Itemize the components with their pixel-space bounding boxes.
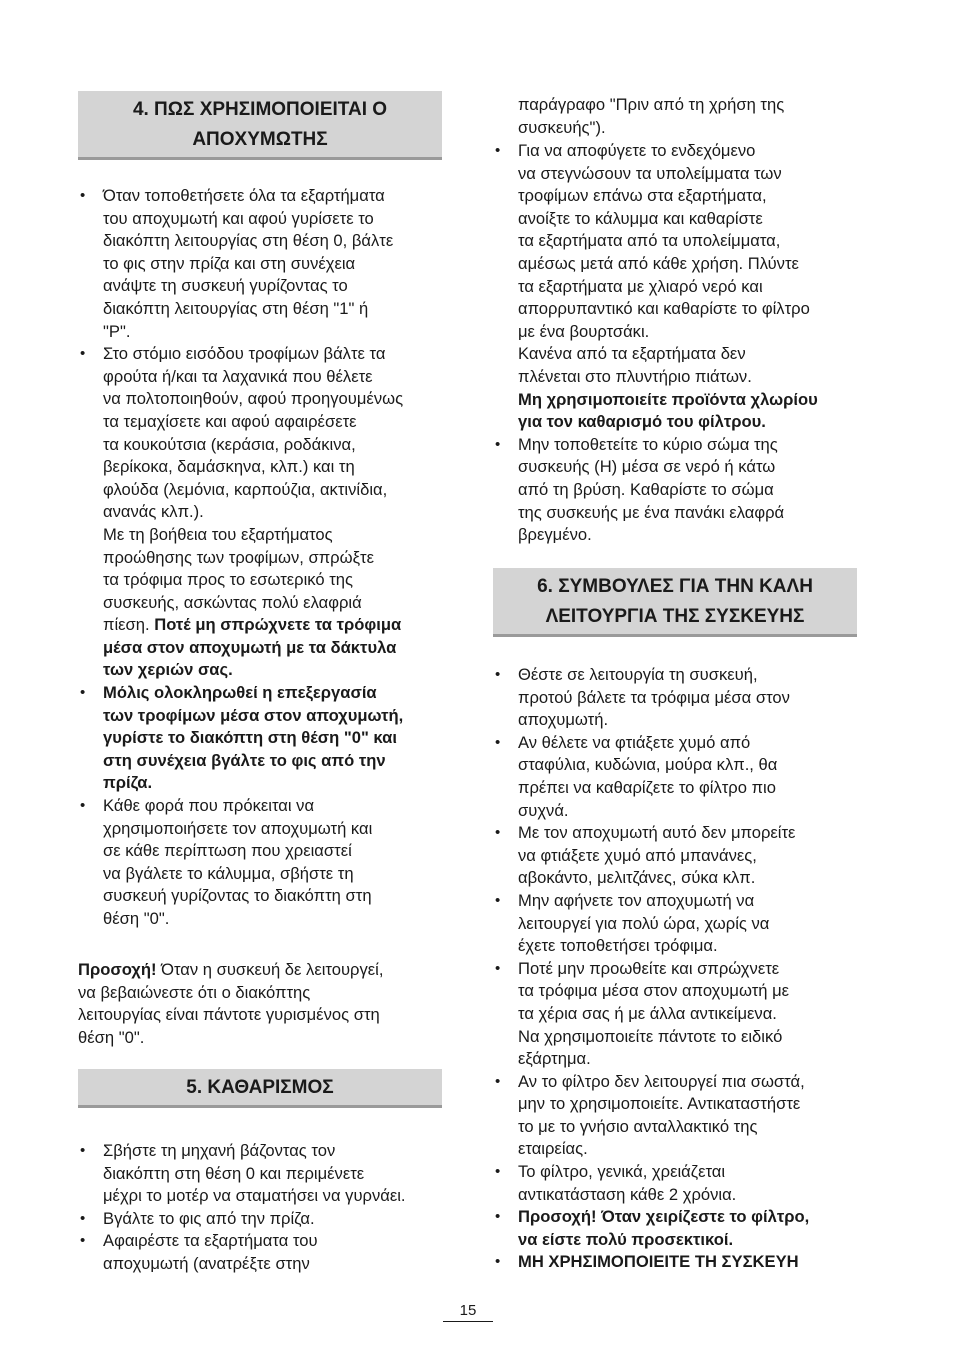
section-6-body (493, 664, 857, 1274)
bold-text: Μη χρησιμοποιείτε προϊόντα χλωρίου (518, 389, 818, 409)
text-line (518, 1071, 857, 1094)
heading-line: 6. ΣΥΜΒΟΥΛΕΣ ΓΙΑ ΤΗΝ ΚΑΛΗ (537, 576, 813, 597)
text-line (518, 1161, 857, 1184)
text-line (518, 935, 857, 958)
plain-text: Το φίλτρο, γενικά, χρειάζεται (518, 1162, 726, 1182)
text-line (518, 867, 857, 890)
text-line (518, 890, 857, 913)
plain-text: Να χρησιμοποιείτε πάντοτε το ειδικό (518, 1026, 783, 1046)
plain-text: του αποχυμωτή και αφού γυρίσετε το (103, 208, 374, 228)
list-item (493, 1071, 857, 1161)
section-5-body-continued (493, 140, 857, 547)
text-line (518, 980, 857, 1003)
text-line (518, 777, 857, 800)
plain-text: αβοκάντο, μελιτζάνες, σύκα κλπ. (518, 868, 756, 888)
plain-text: Κάθε φορά που πρόκειται να (103, 796, 315, 816)
plain-text: μέχρι το μοτέρ να σταματήσει να γυρνάει. (103, 1186, 406, 1206)
text-line (518, 140, 857, 163)
text-line (518, 163, 857, 186)
text-line (103, 479, 442, 502)
text-line (78, 1027, 442, 1050)
text-line (103, 569, 442, 592)
text-line (103, 434, 442, 457)
text-line (103, 524, 442, 547)
text-line (103, 705, 442, 728)
plain-text: τα εξαρτήματα με χλιαρό νερό και (518, 276, 763, 296)
plain-text: συσκευής, ασκώντας πολύ ελαφριά (103, 592, 362, 612)
page-number: 15 (443, 1301, 493, 1322)
text-line (103, 614, 442, 637)
text-line (103, 885, 442, 908)
list-item (493, 732, 857, 822)
text-line (103, 840, 442, 863)
bold-text: Ποτέ μη σπρώχνετε τα τρόφιμα (154, 615, 402, 635)
text-line (518, 1184, 857, 1207)
heading-line: ΛΕΙΤΟΥΡΓΙΑ ΤΗΣ ΣΥΣΚΕΥΗΣ (545, 606, 805, 627)
text-line (103, 1253, 442, 1276)
list-item (78, 1208, 442, 1231)
plain-text: διακόπτη στη θέση 0 και περιμένετε (103, 1163, 365, 1183)
list-item (493, 822, 857, 890)
list-item (493, 890, 857, 958)
plain-text: τα τεμαχίσετε και αφού αφαιρέσετε (103, 411, 357, 431)
plain-text: αποχυμωτή (ανατρέξτε στην (103, 1253, 310, 1273)
bold-text: για τον καθαρισμό του φίλτρου. (518, 412, 766, 432)
section-4-heading (78, 91, 442, 160)
plain-text: ανοίξτε το κάλυμμα και καθαρίστε (518, 208, 763, 228)
text-line (103, 1208, 442, 1231)
text-line (103, 908, 442, 931)
plain-text: να στεγνώσουν τα υπολείμματα των (518, 163, 782, 183)
plain-text: να φτιάξετε χυμό από μπανάνες, (518, 845, 757, 865)
plain-text: να βεβαιώνεστε ότι ο διακόπτης (78, 982, 311, 1002)
section-5-body (78, 1140, 442, 1276)
text-line (518, 1206, 857, 1229)
text-line (518, 732, 857, 755)
text-line (518, 754, 857, 777)
plain-text: συχνά. (518, 800, 569, 820)
plain-text: πλένεται στο πλυντήριο πιάτων. (518, 366, 752, 386)
text-line (518, 366, 857, 389)
plain-text: από τη βρύση. Καθαρίστε το σώμα (518, 479, 774, 499)
text-line (518, 208, 857, 231)
text-line (518, 456, 857, 479)
plain-text: τα τρόφιμα μέσα στον αποχυμωτή με (518, 981, 790, 1001)
list-item (78, 1230, 442, 1275)
list-item (493, 958, 857, 1071)
text-line (518, 1116, 857, 1139)
text-line (103, 818, 442, 841)
plain-text: τα εξαρτήματα από τα υπολείμματα, (518, 231, 781, 251)
text-line (103, 727, 442, 750)
text-line (103, 185, 442, 208)
list-item (78, 343, 442, 682)
text-line (103, 637, 442, 660)
plain-text: αντικατάσταση κάθε 2 χρόνια. (518, 1184, 737, 1204)
plain-text: διακόπτη λειτουργίας στη θέση 0, βάλτε (103, 231, 394, 251)
plain-text: συσκευή γυρίζοντας το διακόπτη στη (103, 886, 372, 906)
heading-line: 4. ΠΩΣ ΧΡΗΣΙΜΟΠΟΙΕΙΤΑΙ Ο (132, 99, 388, 120)
text-line (518, 343, 857, 366)
plain-text: προτού βάλετε τα τρόφιμα μέσα στον (518, 687, 790, 707)
plain-text: παράγραφο "Πριν από τη χρήση της (518, 95, 785, 114)
text-line (103, 863, 442, 886)
text-line (518, 253, 857, 276)
text-line (518, 479, 857, 502)
list-item (493, 664, 857, 732)
plain-text: αποχυμωτή. (518, 710, 609, 730)
list-item (78, 795, 442, 931)
text-line (103, 1163, 442, 1186)
text-line (518, 298, 857, 321)
text-line (103, 208, 442, 231)
plain-text: Θέστε σε λειτουργία τη συσκευή, (518, 665, 758, 684)
text-line (518, 1026, 857, 1049)
text-line (103, 1185, 442, 1208)
bold-text: Προσοχή! (78, 960, 157, 979)
plain-text: απορρυπαντικό και καθαρίστε το φίλτρο (518, 299, 810, 319)
text-line (518, 822, 857, 845)
heading-line: ΑΠΟΧΥΜΩΤΗΣ (192, 129, 328, 150)
list-item (493, 434, 857, 547)
text-line (103, 343, 442, 366)
plain-text: χρησιμοποιήσετε τον αποχυμωτή και (103, 818, 373, 838)
text-line (103, 366, 442, 389)
text-line (103, 795, 442, 818)
list-item (78, 185, 442, 343)
text-line (103, 592, 442, 615)
text-line (518, 94, 857, 117)
text-line (518, 845, 857, 868)
text-line (103, 298, 442, 321)
text-line (103, 1140, 442, 1163)
plain-text: φλούδα (λεμόνια, καρπούζια, ακτινίδια, (103, 479, 388, 499)
text-line (518, 321, 857, 344)
plain-text: συσκευής (H) μέσα σε νερό ή κάτω (518, 457, 776, 477)
text-line (518, 1048, 857, 1071)
text-line (518, 1229, 857, 1252)
plain-text: ανάψτε τη συσκευή γυρίζοντας το (103, 276, 348, 296)
plain-text: Αν θέλετε να φτιάξετε χυμό από (518, 732, 751, 752)
list-item (493, 1251, 857, 1274)
text-line (103, 659, 442, 682)
text-line (518, 687, 857, 710)
bold-text: να είστε πολύ προσεκτικοί. (518, 1229, 734, 1249)
text-line (518, 389, 857, 412)
plain-text: θέση "0". (103, 909, 170, 928)
text-line (103, 772, 442, 795)
plain-text: προώθησης των τροφίμων, σπρώξτε (103, 547, 374, 567)
plain-text: τα χέρια σας ή με άλλα αντικείμενα. (518, 1003, 777, 1023)
plain-text: Ποτέ μην προωθείτε και σπρώχνετε (518, 958, 780, 978)
plain-text: Στο στόμιο εισόδου τροφίμων βάλτε τα (103, 344, 386, 364)
plain-text: της συσκευής με ένα πανάκι ελαφρά (518, 502, 785, 522)
plain-text: εταιρείας. (518, 1139, 588, 1159)
text-line (518, 276, 857, 299)
plain-text: ανανάς κλπ.). (103, 502, 204, 522)
plain-text: να πολτοποιηθούν, αφού προηγουμένως (103, 389, 404, 409)
plain-text: πίεση. (103, 615, 155, 635)
text-line (103, 1230, 442, 1253)
plain-text: με ένα βουρτσάκι. (518, 321, 650, 341)
plain-text: το φις στην πρίζα και στη συνέχεια (103, 253, 356, 273)
plain-text: διακόπτη λειτουργίας στη θέση "1" ή (103, 298, 369, 318)
text-line (518, 230, 857, 253)
bold-text: Μόλις ολοκληρωθεί η επεξεργασία (103, 683, 377, 703)
plain-text: αμέσως μετά από κάθε χρήση. Πλύντε (518, 253, 799, 273)
plain-text: φρούτα ή/και τα λαχανικά που θέλετε (103, 366, 373, 386)
text-line (518, 434, 857, 457)
text-line (518, 800, 857, 823)
plain-text: τα κουκούτσια (κεράσια, ροδάκινα, (103, 434, 356, 454)
text-line (518, 411, 857, 434)
text-line (78, 1004, 442, 1027)
text-line (103, 501, 442, 524)
list-item (493, 1206, 857, 1251)
plain-text: σταφύλια, κυδώνια, μούρα κλπ., θα (518, 755, 778, 775)
section-4-body (78, 185, 442, 931)
plain-text: "P". (103, 321, 131, 341)
bold-text: ΜΗ ΧΡΗΣΙΜΟΠΟΙΕΙΤΕ ΤΗ ΣΥΣΚΕΥΗ (518, 1252, 799, 1272)
text-line (518, 524, 857, 547)
list-item (78, 682, 442, 795)
list-item (78, 1140, 442, 1208)
section-6-heading (493, 568, 857, 637)
bold-text: πρίζα. (103, 773, 153, 793)
plain-text: συσκευής"). (518, 117, 606, 137)
plain-text: Κανένα από τα εξαρτήματα δεν (518, 344, 746, 364)
section-4-note (78, 959, 442, 1049)
text-line (518, 502, 857, 525)
text-line (103, 230, 442, 253)
text-line (518, 958, 857, 981)
list-item-continued (493, 94, 857, 139)
plain-text: Με τη βοήθεια του εξαρτήματος (103, 524, 333, 544)
plain-text: εξάρτημα. (518, 1049, 591, 1069)
plain-text: το με το γνήσιο ανταλλακτικό της (518, 1116, 758, 1136)
text-line (518, 913, 857, 936)
plain-text: Αν το φίλτρο δεν λειτουργεί πια σωστά, (518, 1071, 805, 1091)
plain-text: μην το χρησιμοποιείτε. Αντικαταστήστε (518, 1094, 801, 1114)
list-item (493, 140, 857, 434)
text-line (78, 982, 442, 1005)
plain-text: λειτουργίας είναι πάντοτε γυρισμένος στη (78, 1005, 380, 1025)
plain-text: Μην τοποθετείτε το κύριο σώμα της (518, 434, 778, 454)
plain-text: Με τον αποχυμωτή αυτό δεν μπορείτε (518, 823, 796, 843)
text-line (518, 117, 857, 140)
text-line (103, 275, 442, 298)
text-line (103, 411, 442, 434)
heading-line: 5. ΚΑΘΑΡΙΣΜΟΣ (186, 1077, 334, 1098)
bold-text: γυρίστε το διακόπτη στη θέση "0" και (103, 728, 397, 748)
text-line (518, 664, 857, 687)
text-line (103, 456, 442, 479)
plain-text: Όταν τοποθετήσετε όλα τα εξαρτήματα (103, 186, 385, 205)
text-line (78, 959, 442, 982)
text-line (103, 682, 442, 705)
plain-text: θέση "0". (78, 1027, 145, 1047)
section-5-heading (78, 1069, 442, 1108)
text-line (103, 253, 442, 276)
bold-text: μέσα στον αποχυμωτή με τα δάκτυλα (103, 637, 397, 657)
section-5-continued (493, 94, 857, 139)
bold-text: Προσοχή! Όταν χειρίζεστε το φίλτρο, (518, 1207, 810, 1227)
plain-text: Όταν η συσκευή δε λειτουργεί, (156, 960, 384, 979)
plain-text: Αφαιρέστε τα εξαρτήματα του (103, 1231, 318, 1251)
plain-text: τα τρόφιμα προς το εσωτερικό της (103, 570, 353, 590)
plain-text: Σβήστε τη μηχανή βάζοντας τον (103, 1141, 336, 1160)
plain-text: έχετε τοποθετήσει τρόφιμα. (518, 936, 718, 956)
plain-text: λειτουργεί για πολύ ώρα, χωρίς να (518, 913, 770, 933)
plain-text: βερίκοκα, δαμάσκηνα, κλπ.) και τη (103, 457, 355, 477)
bold-text: στη συνέχεια βγάλτε το φις από την (103, 750, 386, 770)
text-line (103, 750, 442, 773)
text-line (103, 321, 442, 344)
plain-text: τροφίμων επάνω στα εξαρτήματα, (518, 186, 767, 206)
plain-text: Μην αφήνετε τον αποχυμωτή να (518, 890, 755, 910)
text-line (518, 1003, 857, 1026)
text-line (518, 185, 857, 208)
plain-text: Βγάλτε το φις από την πρίζα. (103, 1208, 315, 1228)
bold-text: των χεριών σας. (103, 660, 233, 680)
plain-text: πρέπει να καθαρίζετε το φίλτρο πιο (518, 777, 776, 797)
text-line (103, 547, 442, 570)
plain-text: βρεγμένο. (518, 525, 592, 545)
text-line (518, 709, 857, 732)
text-line (518, 1138, 857, 1161)
bold-text: των τροφίμων μέσα στον αποχυμωτή, (103, 705, 404, 725)
list-item (493, 1161, 857, 1206)
text-line (103, 388, 442, 411)
text-line (518, 1251, 857, 1274)
plain-text: να βγάλετε το κάλυμμα, σβήστε τη (103, 863, 354, 883)
plain-text: Για να αποφύγετε το ενδεχόμενο (518, 141, 756, 160)
text-line (518, 1093, 857, 1116)
plain-text: σε κάθε περίπτωση που χρειαστεί (103, 841, 352, 861)
